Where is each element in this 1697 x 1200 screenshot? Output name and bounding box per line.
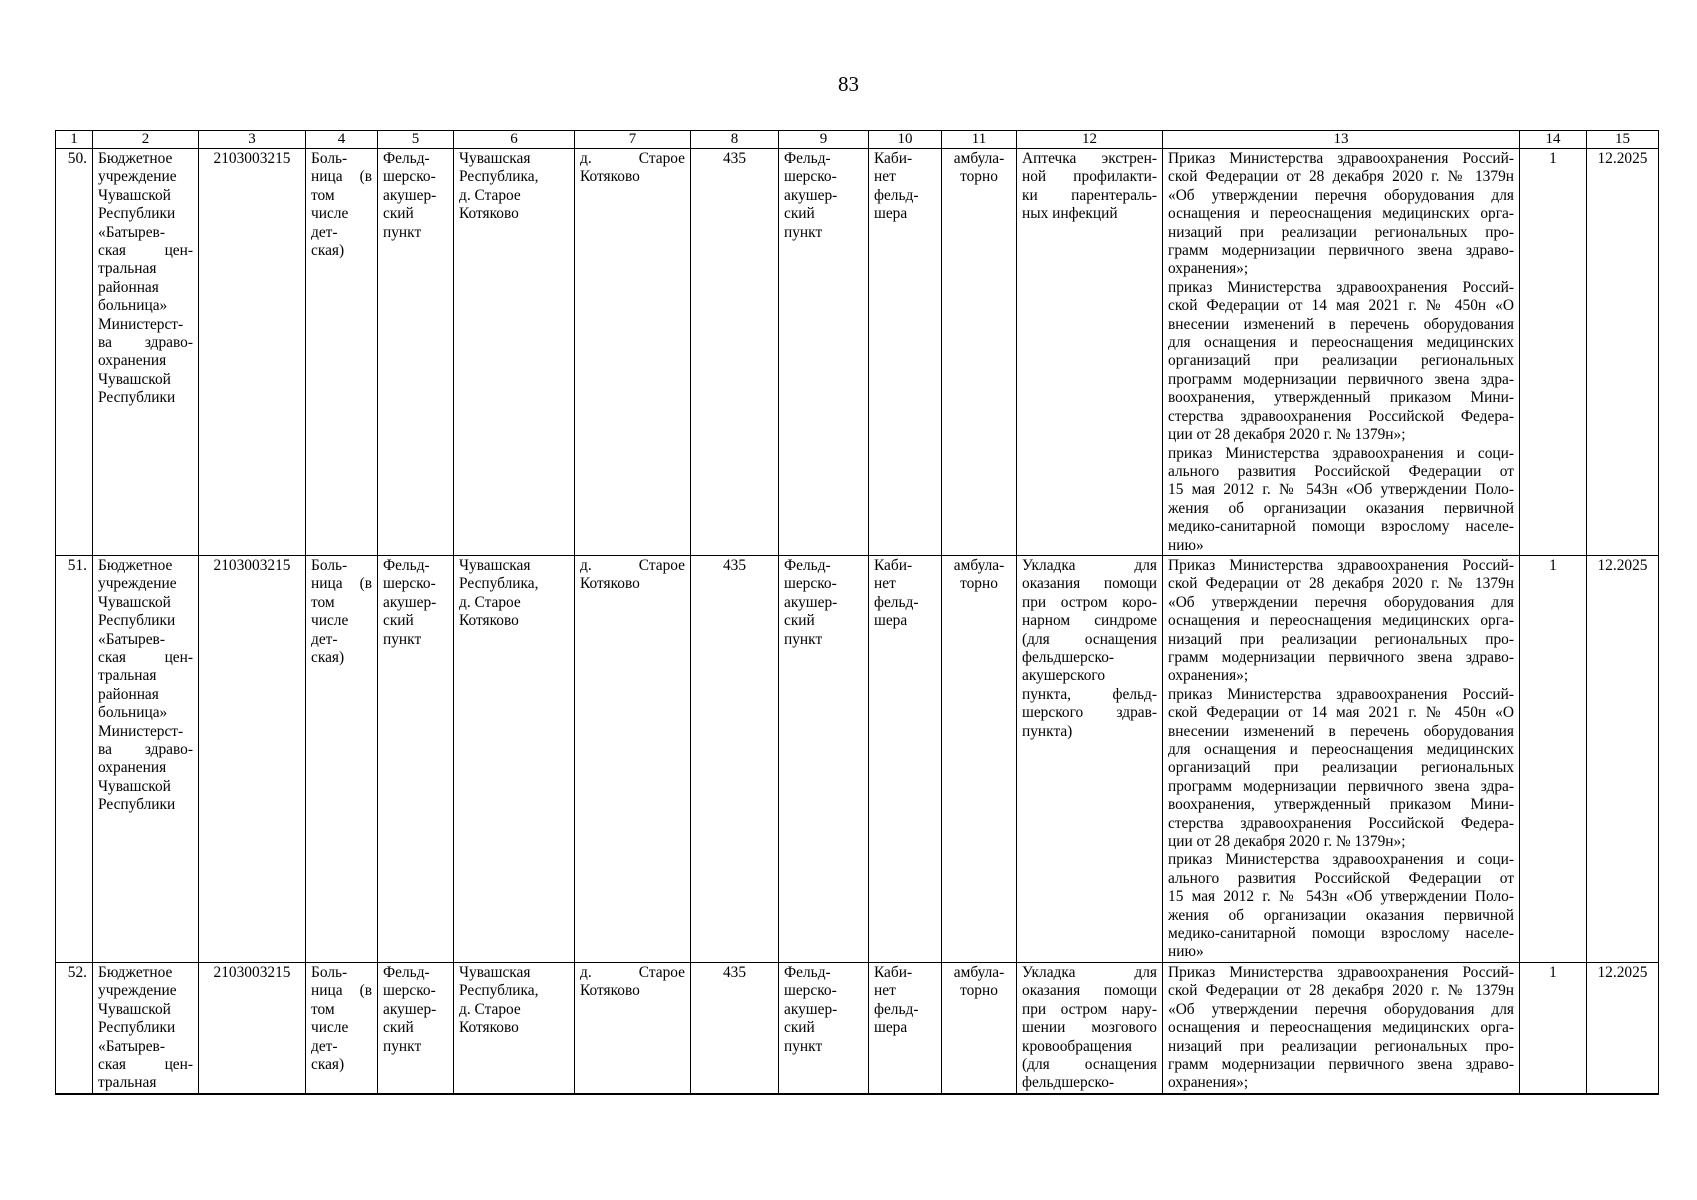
text-line: ница (в [311, 575, 372, 593]
text-line: Фельд- [784, 150, 831, 167]
equipment-cell [1017, 149, 1163, 556]
text-line: шера [874, 612, 908, 630]
text-line: Каби- [874, 556, 913, 574]
text-line: шерского здрав- [1022, 704, 1157, 722]
text-line: числе [311, 205, 349, 223]
subdivision-cell [378, 555, 454, 962]
text-line: д. Старое [459, 1000, 521, 1018]
text-line: приказ Министерства здравоохранения Россий- [1168, 278, 1514, 296]
unit-cell [779, 962, 869, 1093]
text-line: оказания помощи [1022, 575, 1157, 593]
row-number: 51. [56, 555, 93, 962]
text-line: нию» [1168, 536, 1204, 554]
text-line: ской Федерации от 28 декабря 2020 г. № 1379н [1168, 168, 1514, 186]
text-line: шерско- [784, 168, 837, 186]
text-line: Чувашская [459, 963, 531, 981]
text-line: шерско- [383, 168, 436, 186]
text-line: ки парентераль- [1022, 186, 1157, 204]
text-line: больница» [98, 704, 168, 722]
regulatory-basis-cell [1163, 149, 1520, 556]
subdivision-cell [378, 962, 454, 1093]
text-line: программ модернизации первичного звена здра- [1168, 777, 1514, 795]
text-line: Республики [98, 1019, 176, 1037]
text-line: Котяково [459, 205, 519, 223]
text-line: тральная [98, 667, 157, 685]
text-line: фельдшерско- [1022, 1074, 1115, 1092]
care-form-cell [942, 149, 1017, 556]
column-header-12: 12 [1017, 131, 1163, 149]
text-line: Республики [98, 796, 176, 814]
text-line: грамм модернизации первичного звена здраво- [1168, 1055, 1514, 1073]
text-line: Республика, [459, 575, 539, 593]
address-cell [454, 149, 575, 556]
text-line: Боль- [311, 556, 348, 574]
regulatory-basis-cell [1163, 555, 1520, 962]
table-row [56, 149, 1659, 556]
text-line: ская цен- [98, 648, 193, 666]
text-line: приказ Министерства здравоохранения и соци- [1168, 444, 1514, 462]
text-line: районная [98, 278, 159, 296]
text-line: оснащения и переоснащения медицинских орга- [1168, 1019, 1514, 1037]
text-line: амбула- [953, 556, 1005, 574]
text-line: шера [874, 205, 908, 223]
text-line: Боль- [311, 150, 348, 167]
text-line: учреждение [98, 982, 177, 1000]
text-line: акушерского [1022, 667, 1106, 685]
text-line: медико-санитарной помощи взрослому населе- [1168, 518, 1514, 536]
text-line: Республики [98, 612, 176, 630]
text-line: организаций при реализации региональных [1168, 759, 1514, 777]
column-header-9: 9 [779, 131, 869, 149]
text-line: шера [874, 1019, 908, 1037]
text-line: для оснащения и переоснащения медицинских [1168, 741, 1514, 758]
room-cell [869, 149, 942, 556]
column-header-2: 2 [93, 131, 199, 149]
text-line: стерства здравоохранения Российской Федера- [1168, 407, 1514, 425]
text-line: низаций при реализации региональных про- [1168, 630, 1514, 648]
text-line: пункта, фельд- [1022, 685, 1157, 703]
column-header-11: 11 [942, 131, 1017, 149]
text-line: грамм модернизации первичного звена здраво- [1168, 242, 1514, 260]
text-line: тральная [98, 1074, 157, 1092]
text-line: фельд- [874, 593, 919, 611]
locality-cell [575, 555, 691, 962]
text-line: нет [874, 575, 896, 593]
text-line: кровообращения [1022, 1037, 1133, 1055]
text-line: учреждение [98, 575, 177, 593]
date-cell: 12.2025 [1587, 962, 1659, 1093]
room-cell [869, 962, 942, 1093]
facility-type-cell [306, 962, 378, 1093]
text-line: Укладка для [1022, 556, 1157, 574]
text-line: «Батырев- [98, 223, 165, 241]
row-number: 50. [56, 149, 93, 556]
text-line: ская цен- [98, 242, 193, 260]
column-header-3: 3 [199, 131, 306, 149]
column-header-8: 8 [691, 131, 779, 149]
text-line: «Батырев- [98, 1037, 165, 1055]
quantity-cell: 1 [1520, 962, 1587, 1093]
code-cell: 435 [691, 555, 779, 962]
text-line: Фельд- [784, 556, 831, 574]
table-header-row [56, 131, 1659, 149]
text-line: фельд- [874, 1000, 919, 1018]
text-line: (для оснащения [1022, 1055, 1157, 1073]
text-line: пункт [784, 630, 823, 648]
text-line: ская) [311, 1055, 345, 1073]
text-line: Министерст- [98, 315, 184, 333]
column-header-13: 13 [1163, 131, 1520, 149]
text-line: нию» [1168, 943, 1204, 961]
text-line: ская цен- [98, 1055, 193, 1073]
text-line: амбула- [953, 150, 1005, 167]
text-line: ница (в [311, 982, 372, 1000]
text-line: ская) [311, 648, 345, 666]
text-line: акушер- [784, 1000, 838, 1018]
text-line: Котяково [580, 575, 640, 593]
text-line: торно [960, 575, 998, 593]
text-line: «Батырев- [98, 630, 165, 648]
text-line: ский [784, 205, 815, 223]
text-line: том [311, 1000, 335, 1018]
text-line: д. Старое [580, 963, 685, 981]
column-header-14: 14 [1520, 131, 1587, 149]
inn-cell: 2103003215 [199, 149, 306, 556]
subdivision-cell [378, 149, 454, 556]
text-line: охранения»; [1168, 1074, 1249, 1092]
text-line: дет- [311, 1037, 338, 1055]
text-line: больница» [98, 297, 168, 315]
text-line: ница (в [311, 168, 372, 186]
text-line: акушер- [383, 593, 437, 611]
text-line: Чувашской [98, 1000, 171, 1018]
text-line: ской Федерации от 28 декабря 2020 г. № 1379н [1168, 982, 1514, 1000]
text-line: охранения [98, 759, 167, 777]
equipment-cell [1017, 555, 1163, 962]
text-line: учреждение [98, 168, 177, 186]
text-line: Чувашская [459, 556, 531, 574]
text-line: Бюджетное [98, 556, 173, 574]
text-line: шерско- [383, 575, 436, 593]
text-line: фельд- [874, 186, 919, 204]
text-line: Приказ Министерства здравоохранения Россий- [1168, 963, 1514, 981]
text-line: Укладка для [1022, 963, 1157, 981]
text-line: ции от 28 декабря 2020 г. № 1379н»; [1168, 426, 1406, 444]
institution-cell [93, 555, 199, 962]
text-line: Республика, [459, 168, 539, 186]
care-form-cell [942, 555, 1017, 962]
text-line: Чувашской [98, 777, 171, 795]
locality-cell [575, 962, 691, 1093]
text-line: Фельд- [383, 556, 430, 574]
text-line: «Об утверждении перечня оборудования для [1168, 1000, 1514, 1018]
text-line: ской Федерации от 28 декабря 2020 г. № 1379н [1168, 575, 1514, 593]
column-header-5: 5 [378, 131, 454, 149]
text-line: приказ Министерства здравоохранения и соци- [1168, 851, 1514, 869]
unit-cell [779, 555, 869, 962]
page-number: 83 [838, 72, 859, 96]
text-line: числе [311, 1019, 349, 1037]
text-line: нет [874, 982, 896, 1000]
text-line: ции от 28 декабря 2020 г. № 1379н»; [1168, 833, 1406, 851]
text-line: Фельд- [383, 963, 430, 981]
column-header-6: 6 [454, 131, 575, 149]
text-line: оказания помощи [1022, 982, 1157, 1000]
text-line: жения об организации оказания первичной [1168, 499, 1514, 517]
text-line: Боль- [311, 963, 348, 981]
text-line: охранения»; [1168, 260, 1249, 278]
text-line: Котяково [459, 612, 519, 630]
text-line: акушер- [383, 1000, 437, 1018]
quantity-cell: 1 [1520, 555, 1587, 962]
text-line: Республики [98, 389, 176, 407]
text-line: пункт [383, 223, 422, 241]
column-header-10: 10 [869, 131, 942, 149]
text-line: числе [311, 612, 349, 630]
unit-cell [779, 149, 869, 556]
text-line: д. Старое [580, 150, 685, 167]
text-line: охранения [98, 352, 167, 370]
text-line: (для оснащения [1022, 630, 1157, 648]
text-line: том [311, 593, 335, 611]
text-line: ального развития Российской Федерации от [1168, 462, 1514, 480]
text-line: ской Федерации от 14 мая 2021 г. № 450н «О [1168, 704, 1514, 722]
table-row [56, 555, 1659, 962]
text-line: пункт [784, 1037, 823, 1055]
text-line: организаций при реализации региональных [1168, 352, 1514, 370]
text-line: Чувашской [98, 593, 171, 611]
text-line: для оснащения и переоснащения медицинских [1168, 334, 1514, 352]
text-line: Министерст- [98, 722, 184, 740]
text-line: Котяково [580, 168, 640, 186]
locality-cell [575, 149, 691, 556]
text-line: внесении изменений в перечень оборудования [1168, 315, 1514, 333]
text-line: охранения»; [1168, 667, 1249, 685]
text-line: д. Старое [459, 593, 521, 611]
text-line: Котяково [580, 982, 640, 1000]
text-line: воохранения, утвержденный приказом Мини- [1168, 796, 1514, 814]
address-cell [454, 962, 575, 1093]
text-line: Бюджетное [98, 150, 173, 167]
date-cell: 12.2025 [1587, 149, 1659, 556]
text-line: пункт [383, 630, 422, 648]
text-line: шении мозгового [1022, 1019, 1157, 1037]
text-line: Республика, [459, 982, 539, 1000]
text-line: ский [784, 1019, 815, 1037]
text-line: ская) [311, 242, 345, 260]
facility-type-cell [306, 149, 378, 556]
text-line: 15 мая 2012 г. № 543н «Об утверждении Поло- [1168, 481, 1514, 499]
text-line: жения об организации оказания первичной [1168, 906, 1514, 924]
text-line: районная [98, 685, 159, 703]
text-line: Чувашской [98, 186, 171, 204]
text-line: при остром нару- [1022, 1000, 1157, 1018]
text-line: тральная [98, 260, 157, 278]
text-line: ский [383, 612, 414, 630]
text-line: Чувашской [98, 370, 171, 388]
text-line: «Об утверждении перечня оборудования для [1168, 593, 1514, 611]
text-line: том [311, 186, 335, 204]
text-line: оснащения и переоснащения медицинских орга- [1168, 612, 1514, 630]
text-line: программ модернизации первичного звена здра- [1168, 370, 1514, 388]
text-line: торно [960, 168, 998, 186]
text-line: ский [383, 1019, 414, 1037]
table-row [56, 962, 1659, 1093]
text-line: д. Старое [459, 186, 521, 204]
text-line: Чувашская [459, 150, 531, 167]
text-line: акушер- [784, 593, 838, 611]
text-line: дет- [311, 223, 338, 241]
text-line: Бюджетное [98, 963, 173, 981]
text-line: ва здраво- [98, 741, 193, 758]
equipment-cell [1017, 962, 1163, 1093]
text-line: 15 мая 2012 г. № 543н «Об утверждении Поло- [1168, 888, 1514, 906]
text-line: Аптечка экстрен- [1022, 150, 1157, 167]
text-line: пункт [784, 223, 823, 241]
inn-cell: 2103003215 [199, 962, 306, 1093]
quantity-cell: 1 [1520, 149, 1587, 556]
facility-type-cell [306, 555, 378, 962]
column-header-7: 7 [575, 131, 691, 149]
text-line: грамм модернизации первичного звена здраво- [1168, 648, 1514, 666]
text-line: ального развития Российской Федерации от [1168, 869, 1514, 887]
column-header-1: 1 [56, 131, 93, 149]
text-line: д. Старое [580, 556, 685, 574]
address-cell [454, 555, 575, 962]
inn-cell: 2103003215 [199, 555, 306, 962]
date-cell: 12.2025 [1587, 555, 1659, 962]
text-line: шерско- [784, 982, 837, 1000]
text-line: стерства здравоохранения Российской Федера- [1168, 814, 1514, 832]
text-line: акушер- [784, 186, 838, 204]
text-line: пункт [383, 1037, 422, 1055]
column-header-4: 4 [306, 131, 378, 149]
institution-cell [93, 962, 199, 1093]
text-line: дет- [311, 630, 338, 648]
text-line: ский [383, 205, 414, 223]
text-line: шерско- [784, 575, 837, 593]
text-line: Фельд- [383, 150, 430, 167]
text-line: воохранения, утвержденный приказом Мини- [1168, 389, 1514, 407]
text-line: при остром коро- [1022, 593, 1157, 611]
text-line: низаций при реализации региональных про- [1168, 223, 1514, 241]
equipment-table [55, 130, 1659, 1095]
text-line: Котяково [459, 1019, 519, 1037]
text-line: нет [874, 168, 896, 186]
text-line: Каби- [874, 150, 913, 167]
text-line: приказ Министерства здравоохранения Россий- [1168, 685, 1514, 703]
text-line: торно [960, 982, 998, 1000]
text-line: нарном синдроме [1022, 612, 1157, 630]
text-line: Фельд- [784, 963, 831, 981]
text-line: амбула- [953, 963, 1005, 981]
room-cell [869, 555, 942, 962]
institution-cell [93, 149, 199, 556]
text-line: оснащения и переоснащения медицинских орга- [1168, 205, 1514, 223]
text-line: пункта) [1022, 722, 1073, 740]
text-line: низаций при реализации региональных про- [1168, 1037, 1514, 1055]
text-line: акушер- [383, 186, 437, 204]
text-line: Каби- [874, 963, 913, 981]
text-line: ский [784, 612, 815, 630]
care-form-cell [942, 962, 1017, 1093]
text-line: шерско- [383, 982, 436, 1000]
code-cell: 435 [691, 962, 779, 1093]
text-line: ва здраво- [98, 334, 193, 352]
text-line: ской Федерации от 14 мая 2021 г. № 450н «О [1168, 297, 1514, 315]
text-line: внесении изменений в перечень оборудования [1168, 722, 1514, 740]
text-line: «Об утверждении перечня оборудования для [1168, 186, 1514, 204]
text-line: Республики [98, 205, 176, 223]
text-line: ных инфекций [1022, 205, 1118, 223]
text-line: фельдшерско- [1022, 648, 1115, 666]
text-line: ной профилакти- [1022, 168, 1157, 186]
text-line: Приказ Министерства здравоохранения Россий- [1168, 556, 1514, 574]
row-number: 52. [56, 962, 93, 1093]
column-header-15: 15 [1587, 131, 1659, 149]
text-line: медико-санитарной помощи взрослому населе- [1168, 925, 1514, 943]
regulatory-basis-cell [1163, 962, 1520, 1093]
text-line: Приказ Министерства здравоохранения Россий- [1168, 150, 1514, 167]
code-cell: 435 [691, 149, 779, 556]
